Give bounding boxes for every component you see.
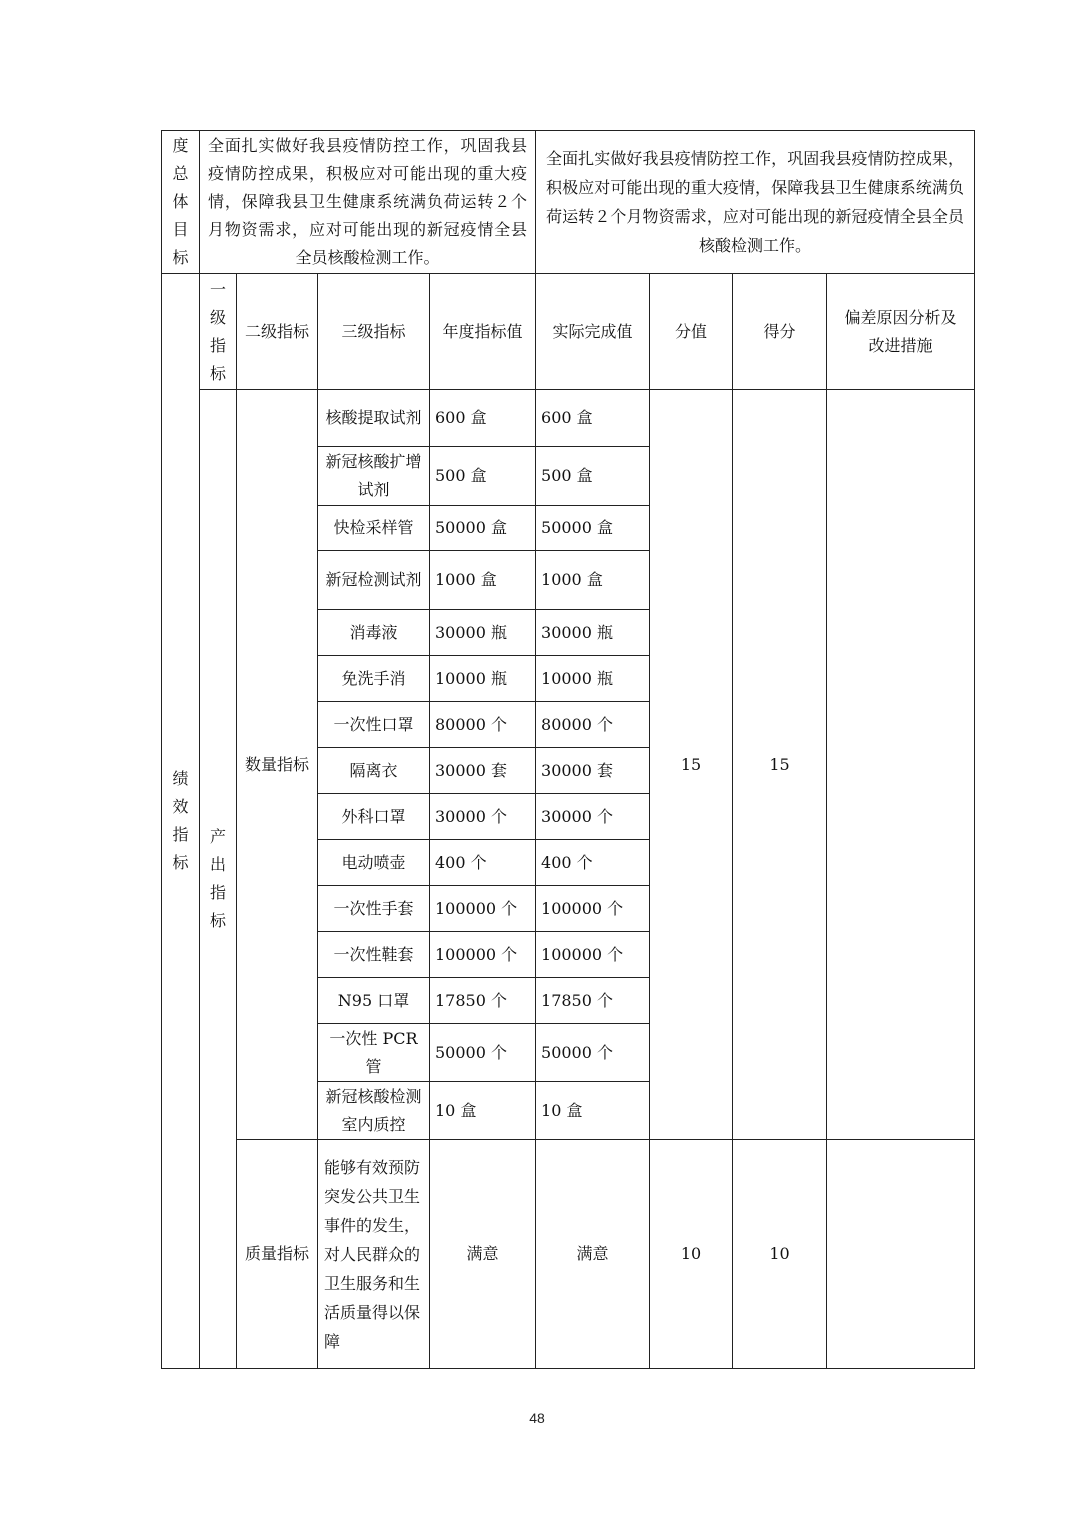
- perf-label: 绩效指标: [172, 769, 189, 872]
- header-row: [162, 274, 975, 390]
- item-actual: 1000 盒: [536, 551, 650, 610]
- deviation-header: 偏差原因分析及改进措施: [827, 274, 975, 390]
- item-name: 外科口罩: [318, 794, 430, 840]
- score-value-header: 分值: [650, 274, 733, 390]
- level1-output: 产出指标: [209, 827, 226, 930]
- item-annual: 500 盒: [430, 447, 536, 506]
- quality-deviation: [827, 1140, 975, 1369]
- item-actual: 17850 个: [536, 978, 650, 1024]
- performance-table: [161, 130, 975, 1369]
- item-annual: 10000 瓶: [430, 656, 536, 702]
- item-actual: 500 盒: [536, 447, 650, 506]
- item-annual: 1000 盒: [430, 551, 536, 610]
- item-actual: 30000 瓶: [536, 610, 650, 656]
- quality-indicator: 能够有效预防突发公共卫生事件的发生，对人民群众的卫生服务和生活质量得以保障: [318, 1140, 430, 1369]
- item-actual: 30000 个: [536, 794, 650, 840]
- item-actual: 50000 个: [536, 1024, 650, 1082]
- goal-label: 度总体目标: [172, 136, 189, 267]
- item-name: 一次性鞋套: [318, 932, 430, 978]
- item-annual: 17850 个: [430, 978, 536, 1024]
- quality-score-value: 10: [650, 1140, 733, 1369]
- item-actual: 80000 个: [536, 702, 650, 748]
- item-actual: 30000 套: [536, 748, 650, 794]
- item-actual: 50000 盒: [536, 506, 650, 551]
- item-name: 一次性口罩: [318, 702, 430, 748]
- quantity-score: 15: [733, 390, 827, 1140]
- item-actual: 10 盒: [536, 1082, 650, 1140]
- item-name: 电动喷壶: [318, 840, 430, 886]
- level3-header: 三级指标: [318, 274, 430, 390]
- quantity-deviation: [827, 390, 975, 1140]
- item-name: 新冠核酸检测室内质控: [318, 1082, 430, 1140]
- quality-score: 10: [733, 1140, 827, 1369]
- item-name: 一次性 PCR 管: [318, 1024, 430, 1082]
- level1-header: 一级指标: [209, 279, 226, 383]
- item-name: 消毒液: [318, 610, 430, 656]
- actual-header: 实际完成值: [536, 274, 650, 390]
- goal-row: [162, 131, 975, 274]
- item-name: 核酸提取试剂: [318, 390, 430, 447]
- quality-row: [162, 1140, 975, 1369]
- goal-label-cell: [162, 131, 200, 274]
- item-annual: 50000 盒: [430, 506, 536, 551]
- item-annual: 30000 个: [430, 794, 536, 840]
- level1-header-cell: [200, 274, 237, 390]
- item-name: 免洗手消: [318, 656, 430, 702]
- quality-label: 质量指标: [237, 1140, 318, 1369]
- item-annual: 30000 套: [430, 748, 536, 794]
- item-name: 一次性手套: [318, 886, 430, 932]
- item-actual: 600 盒: [536, 390, 650, 447]
- item-annual: 600 盒: [430, 390, 536, 447]
- item-actual: 100000 个: [536, 886, 650, 932]
- item-actual: 400 个: [536, 840, 650, 886]
- item-annual: 30000 瓶: [430, 610, 536, 656]
- item-name: N95 口罩: [318, 978, 430, 1024]
- performance-table-page: [161, 130, 974, 1369]
- quality-annual: 满意: [430, 1140, 536, 1369]
- score-header: 得分: [733, 274, 827, 390]
- item-annual: 400 个: [430, 840, 536, 886]
- item-name: 新冠核酸扩增试剂: [318, 447, 430, 506]
- level2-header: 二级指标: [237, 274, 318, 390]
- item-annual: 100000 个: [430, 932, 536, 978]
- quantity-label: 数量指标: [237, 390, 318, 1140]
- item-annual: 80000 个: [430, 702, 536, 748]
- item-annual: 100000 个: [430, 886, 536, 932]
- page-number: 48: [529, 1410, 545, 1426]
- table-row: [162, 390, 975, 447]
- item-actual: 100000 个: [536, 932, 650, 978]
- item-name: 快检采样管: [318, 506, 430, 551]
- goal-actual-text: 全面扎实做好我县疫情防控工作，巩固我县疫情防控成果，积极应对可能出现的重大疫情，保障我县卫生健康系统满负荷运转２个月物资需求，应对可能出现的新冠疫情全县全员核酸检测工作。: [536, 131, 975, 274]
- item-actual: 10000 瓶: [536, 656, 650, 702]
- item-name: 新冠检测试剂: [318, 551, 430, 610]
- item-annual: 50000 个: [430, 1024, 536, 1082]
- quantity-score-value: 15: [650, 390, 733, 1140]
- quality-actual: 满意: [536, 1140, 650, 1369]
- item-name: 隔离衣: [318, 748, 430, 794]
- level1-output-cell: [200, 390, 237, 1369]
- goal-target-text: 全面扎实做好我县疫情防控工作，巩固我县疫情防控成果，积极应对可能出现的重大疫情，保障我县卫生健康系统满负荷运转２个月物资需求，应对可能出现的新冠疫情全县全员核酸检测工作。: [200, 131, 536, 274]
- perf-label-cell: [162, 274, 200, 1369]
- item-annual: 10 盒: [430, 1082, 536, 1140]
- annual-header: 年度指标值: [430, 274, 536, 390]
